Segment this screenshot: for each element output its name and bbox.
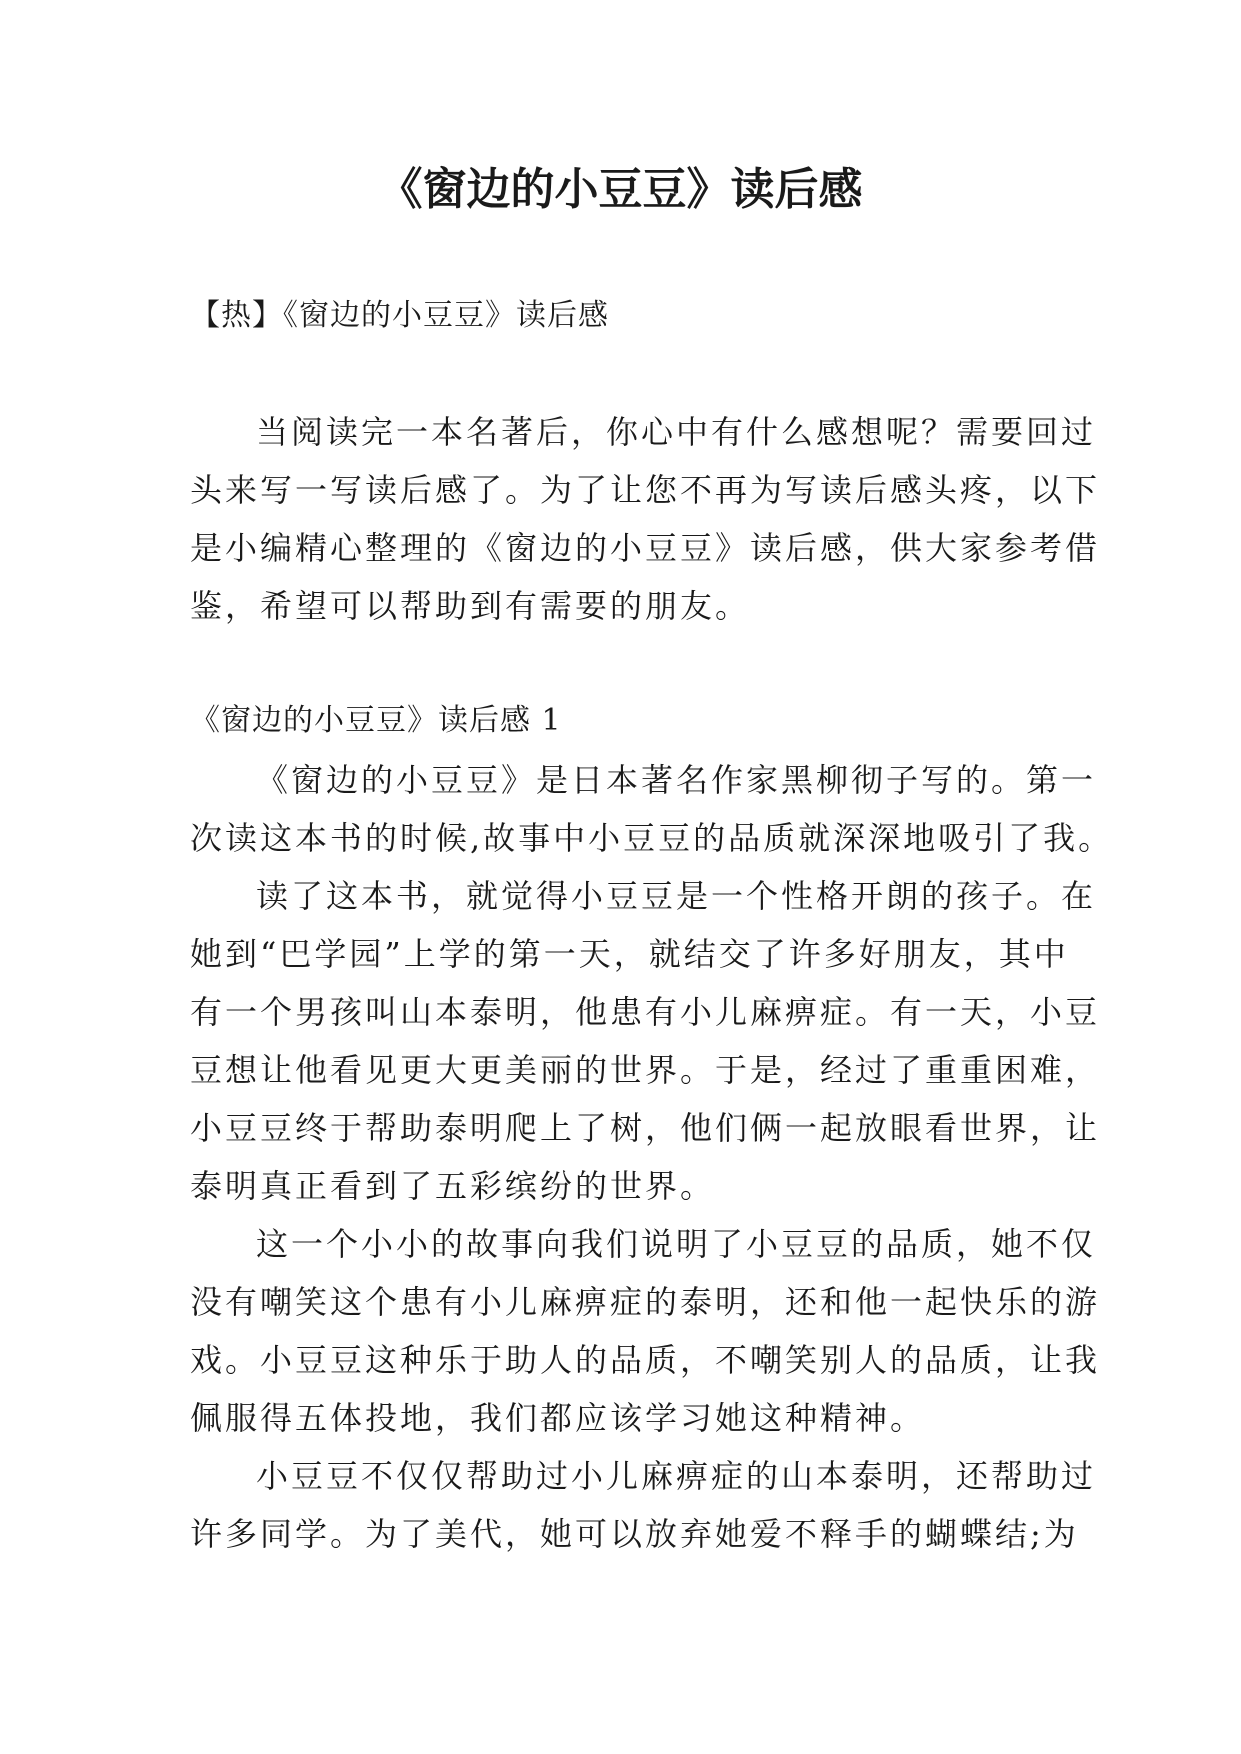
section-heading: 《窗边的小豆豆》读后感 1 (190, 703, 562, 738)
body-line-3: 读了这本书，就觉得小豆豆是一个性格开朗的孩子。在 (256, 877, 1097, 915)
intro-line-1: 当阅读完一本名著后，你心中有什么感想呢？需要回过 (256, 413, 1097, 451)
body-line-6: 豆想让他看见更大更美丽的世界。于是，经过了重重困难， (190, 1051, 1101, 1089)
body-line-2: 次读这本书的时候,故事中小豆豆的品质就深深地吸引了我。 (190, 819, 1114, 857)
body-line-9: 这一个小小的故事向我们说明了小豆豆的品质，她不仅 (256, 1225, 1097, 1263)
intro-line-4: 鉴，希望可以帮助到有需要的朋友。 (190, 587, 751, 625)
body-line-13: 小豆豆不仅仅帮助过小儿麻痹症的山本泰明，还帮助过 (256, 1457, 1097, 1495)
body-line-10: 没有嘲笑这个患有小儿麻痹症的泰明，还和他一起快乐的游 (190, 1283, 1101, 1321)
intro-line-3: 是小编精心整理的《窗边的小豆豆》读后感，供大家参考借 (190, 529, 1101, 567)
intro-line-2: 头来写一写读后感了。为了让您不再为写读后感头疼，以下 (190, 471, 1101, 509)
body-line-7: 小豆豆终于帮助泰明爬上了树，他们俩一起放眼看世界，让 (190, 1109, 1101, 1147)
body-line-12: 佩服得五体投地，我们都应该学习她这种精神。 (190, 1399, 926, 1437)
document-subtitle: 【热】《窗边的小豆豆》读后感 (190, 298, 609, 333)
body-line-1: 《窗边的小豆豆》是日本著名作家黑柳彻子写的。第一 (256, 761, 1097, 799)
body-line-11: 戏。小豆豆这种乐于助人的品质，不嘲笑别人的品质，让我 (190, 1341, 1101, 1379)
body-line-4: 她到“巴学园”上学的第一天，就结交了许多好朋友，其中 (190, 935, 1069, 973)
document-title: 《窗边的小豆豆》读后感 (378, 164, 863, 215)
body-line-8: 泰明真正看到了五彩缤纷的世界。 (190, 1167, 716, 1205)
body-line-14: 许多同学。为了美代，她可以放弃她爱不释手的蝴蝶结;为 (190, 1515, 1079, 1553)
body-line-5: 有一个男孩叫山本泰明，他患有小儿麻痹症。有一天，小豆 (190, 993, 1101, 1031)
